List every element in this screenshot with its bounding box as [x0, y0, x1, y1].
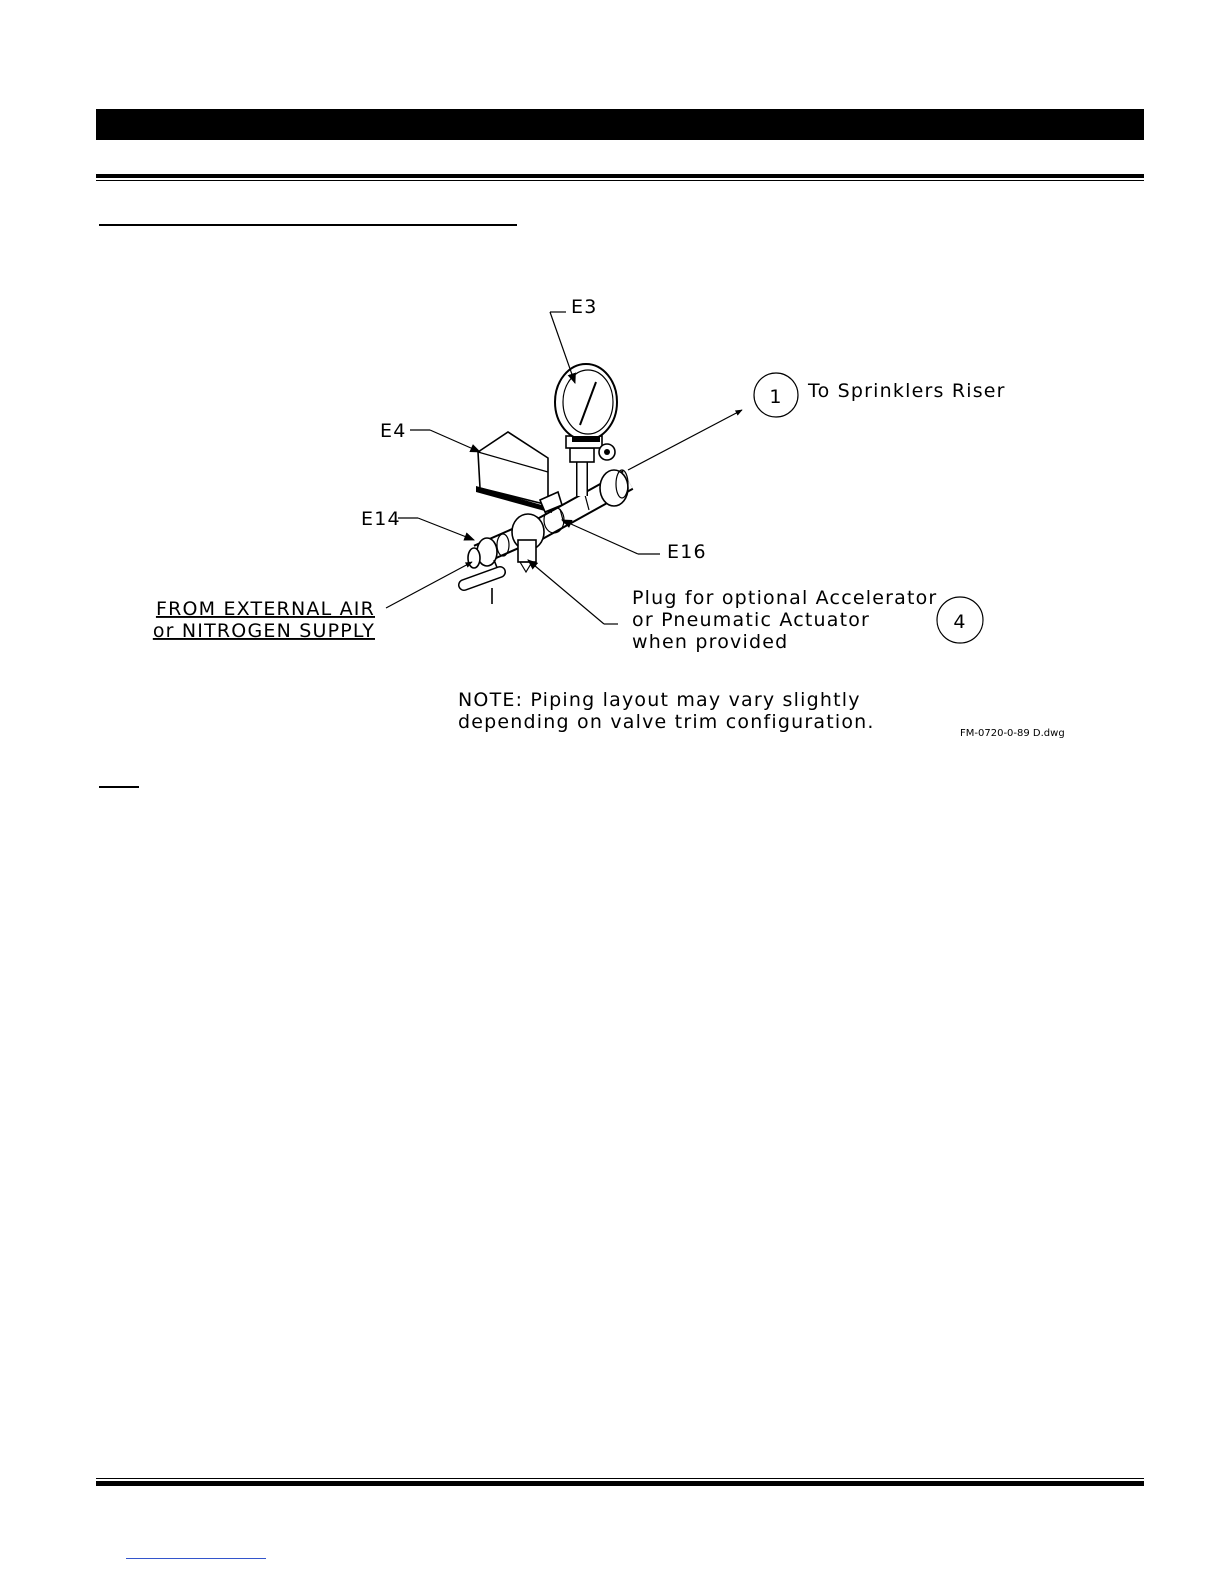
- plug-label-line3: when provided: [632, 631, 789, 653]
- callout-e4: E4: [380, 420, 407, 442]
- footer-rule-thick: [96, 1481, 1144, 1486]
- plug-label-line1: Plug for optional Accelerator: [632, 587, 938, 609]
- plug-label-line2: or Pneumatic Actuator: [632, 609, 871, 631]
- supply-label-line2: or NITROGEN SUPPLY: [152, 620, 375, 642]
- leader-lines: [386, 312, 742, 624]
- riser-label: To Sprinklers Riser: [808, 380, 1006, 402]
- piping-assembly: [464, 364, 628, 604]
- plug-number: 4: [953, 611, 967, 633]
- callout-e3: E3: [571, 296, 598, 318]
- supply-label-line1: FROM EXTERNAL AIR: [155, 598, 375, 620]
- callout-e16: E16: [667, 541, 707, 563]
- subheading-underline: [99, 786, 139, 788]
- riser-number: 1: [769, 386, 783, 408]
- footer-link-underline[interactable]: [126, 1558, 266, 1559]
- footer-rule-thin: [96, 1478, 1144, 1479]
- note-line2: depending on valve trim configuration.: [458, 711, 875, 733]
- callout-e14: E14: [361, 508, 401, 530]
- note-line1: NOTE: Piping layout may vary slightly: [458, 689, 861, 711]
- drawing-id: FM-0720-0-89 D.dwg: [960, 728, 1065, 739]
